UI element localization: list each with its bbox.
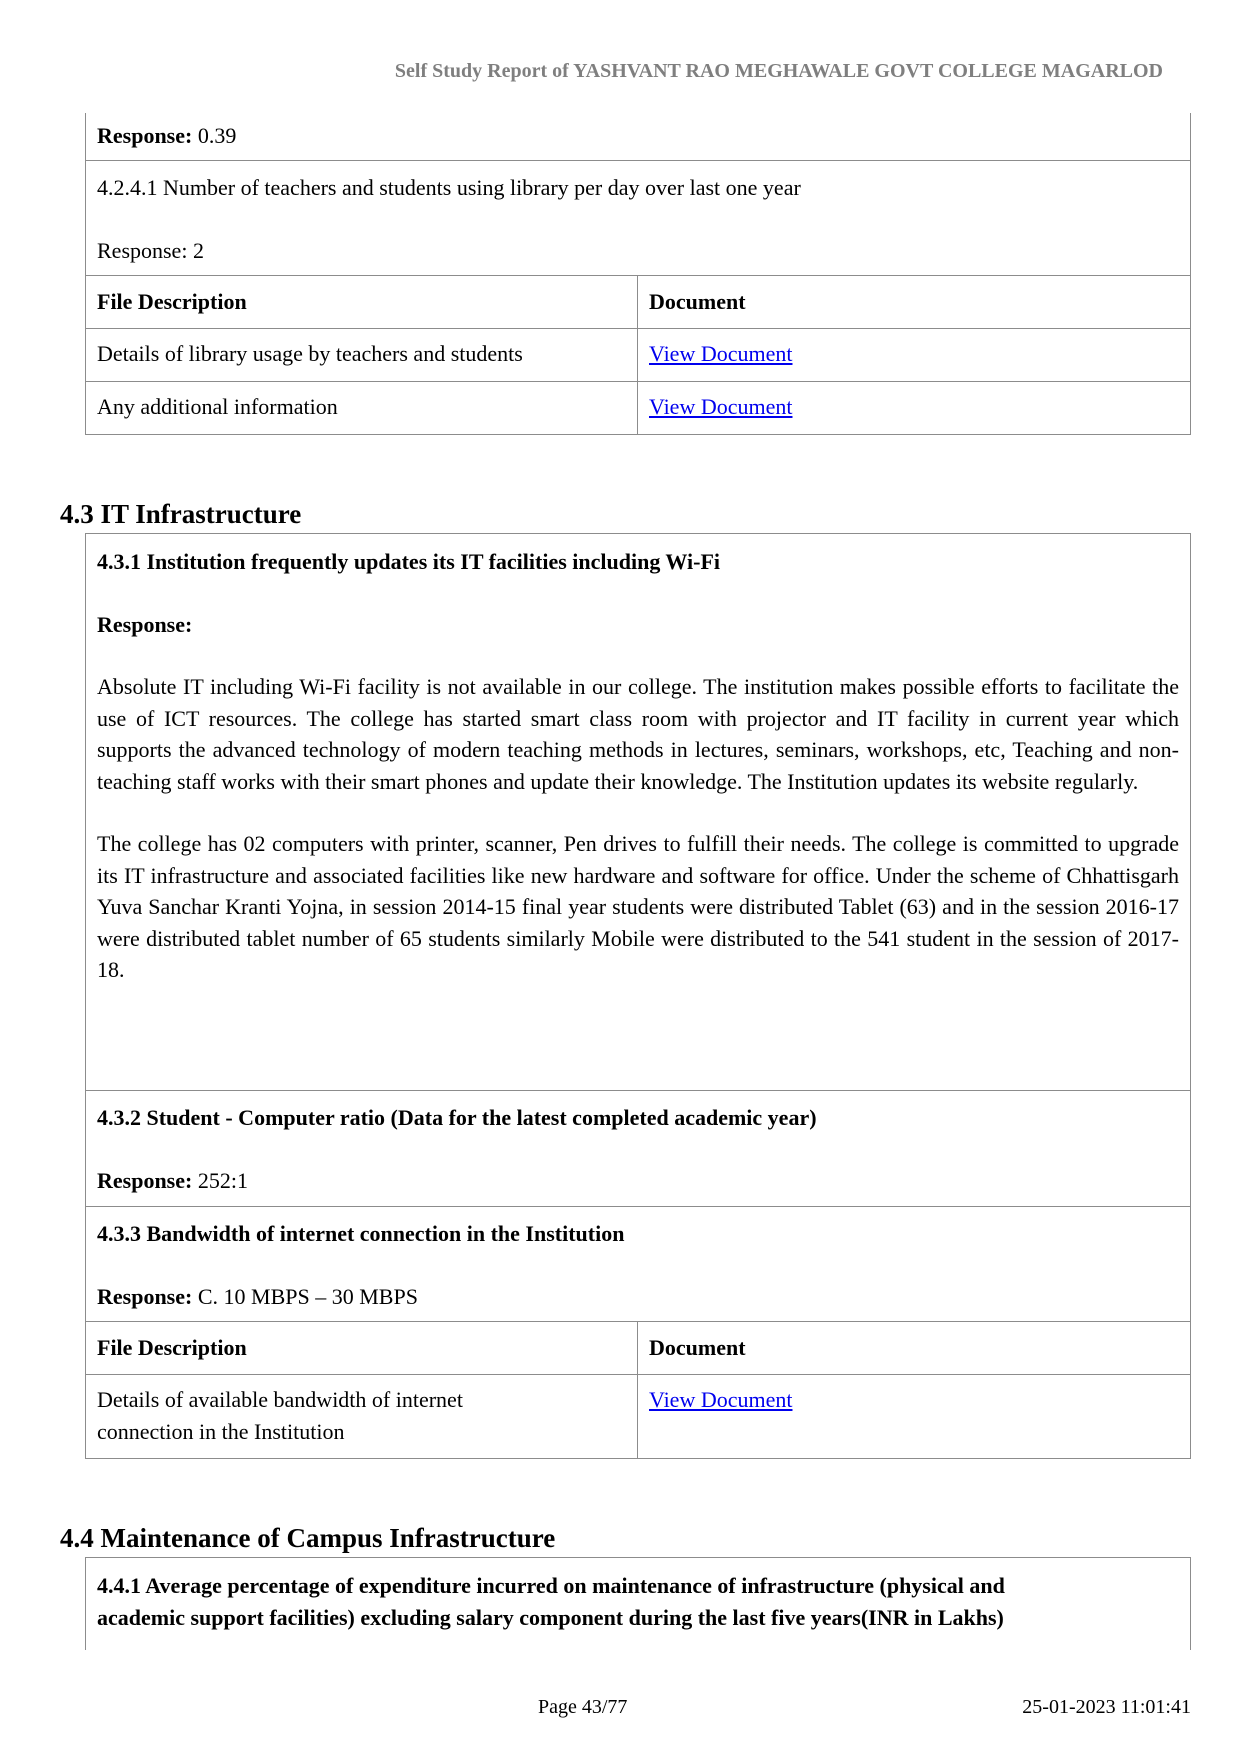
item-title: 4.3.3 Bandwidth of internet connection in the Institution xyxy=(97,1221,625,1246)
section-heading-4-3: 4.3 IT Infrastructure xyxy=(60,499,302,529)
metric-response: Response: 2 xyxy=(97,237,204,263)
item-title: 4.3.1 Institution frequently updates its IT facilities including Wi-Fi xyxy=(97,549,721,574)
col-header-file-description: File Description xyxy=(86,1322,638,1374)
table-row xyxy=(86,329,1190,382)
view-document-link[interactable]: View Document xyxy=(649,341,793,366)
page-number: Page 43/77 xyxy=(538,1696,628,1718)
item-4-3-1 xyxy=(86,534,1190,1091)
col-header-file-description: File Description xyxy=(86,276,638,328)
response-label: Response: xyxy=(97,123,193,148)
view-document-link[interactable]: View Document xyxy=(649,394,793,419)
response-value: 252:1 xyxy=(197,1167,248,1193)
response-value: C. 10 MBPS – 30 MBPS xyxy=(197,1283,418,1309)
file-description-line: Details of available bandwidth of internet xyxy=(97,1387,463,1412)
item-title-line: academic support facilities) excluding salary component during the last five years(INR in Lakhs) xyxy=(97,1604,1004,1630)
response-label: Response: xyxy=(97,1167,193,1193)
col-header-document: Document xyxy=(649,289,746,314)
file-description xyxy=(86,1375,638,1458)
response-row xyxy=(86,113,1190,161)
item-4-4-1 xyxy=(86,1558,1190,1633)
section-heading-4-4: 4.4 Maintenance of Campus Infrastructure xyxy=(60,1523,556,1553)
file-description: Details of library usage by teachers and students xyxy=(86,329,638,381)
item-title: 4.3.2 Student - Computer ratio (Data for the latest completed academic year) xyxy=(97,1105,817,1130)
item-4-3-3 xyxy=(86,1207,1190,1322)
response-label: Response: xyxy=(97,611,193,637)
file-table-header xyxy=(86,276,1190,329)
file-description: Any additional information xyxy=(86,382,638,434)
item-4-3-2 xyxy=(86,1091,1190,1207)
maintenance-block xyxy=(85,1557,1191,1650)
response-label: Response: xyxy=(97,1283,193,1309)
file-description-line: connection in the Institution xyxy=(97,1418,345,1444)
table-row xyxy=(86,1375,1190,1458)
footer-timestamp: 25-01-2023 11:01:41 xyxy=(1022,1696,1191,1718)
report-header-title: Self Study Report of YASHVANT RAO MEGHAWALE GOVT COLLEGE MAGARLOD xyxy=(394,60,1163,82)
response-paragraph: Absolute IT including Wi-Fi facility is not available in our college. The institution makes possible efforts to facilitate the use of ICT resources. The college has started smart class room with projector and IT facility in current year which supports the advanced technology of modern teaching methods in lectures, seminars, workshops, etc, Teaching and non-teaching staff works with their smart phones and update their knowledge. The Institution updates its website regularly. xyxy=(97,674,1179,794)
item-title-line: 4.4.1 Average percentage of expenditure incurred on maintenance of infrastructure (physical and xyxy=(97,1573,1005,1598)
metric-row xyxy=(86,161,1190,276)
library-usage-block xyxy=(85,113,1191,435)
response-value: 0.39 xyxy=(197,123,237,148)
it-infrastructure-block xyxy=(85,533,1191,1459)
metric-title: 4.2.4.1 Number of teachers and students using library per day over last one year xyxy=(97,175,801,200)
file-table-header xyxy=(86,1322,1190,1375)
table-row xyxy=(86,382,1190,434)
col-header-document: Document xyxy=(649,1335,746,1360)
view-document-link[interactable]: View Document xyxy=(649,1387,793,1412)
response-paragraph: The college has 02 computers with printer, scanner, Pen drives to fulfill their needs. The college is committed to upgrade its IT infrastructure and associated facilities like new hardware and software for office. Under the scheme of Chhattisgarh Yuva Sanchar Kranti Yojna, in session 2014-15 final year students were distributed Tablet (63) and in the session 2016-17 were distributed tablet number of 65 students similarly Mobile were distributed to the 541 student in the session of 2017-18. xyxy=(97,831,1179,982)
